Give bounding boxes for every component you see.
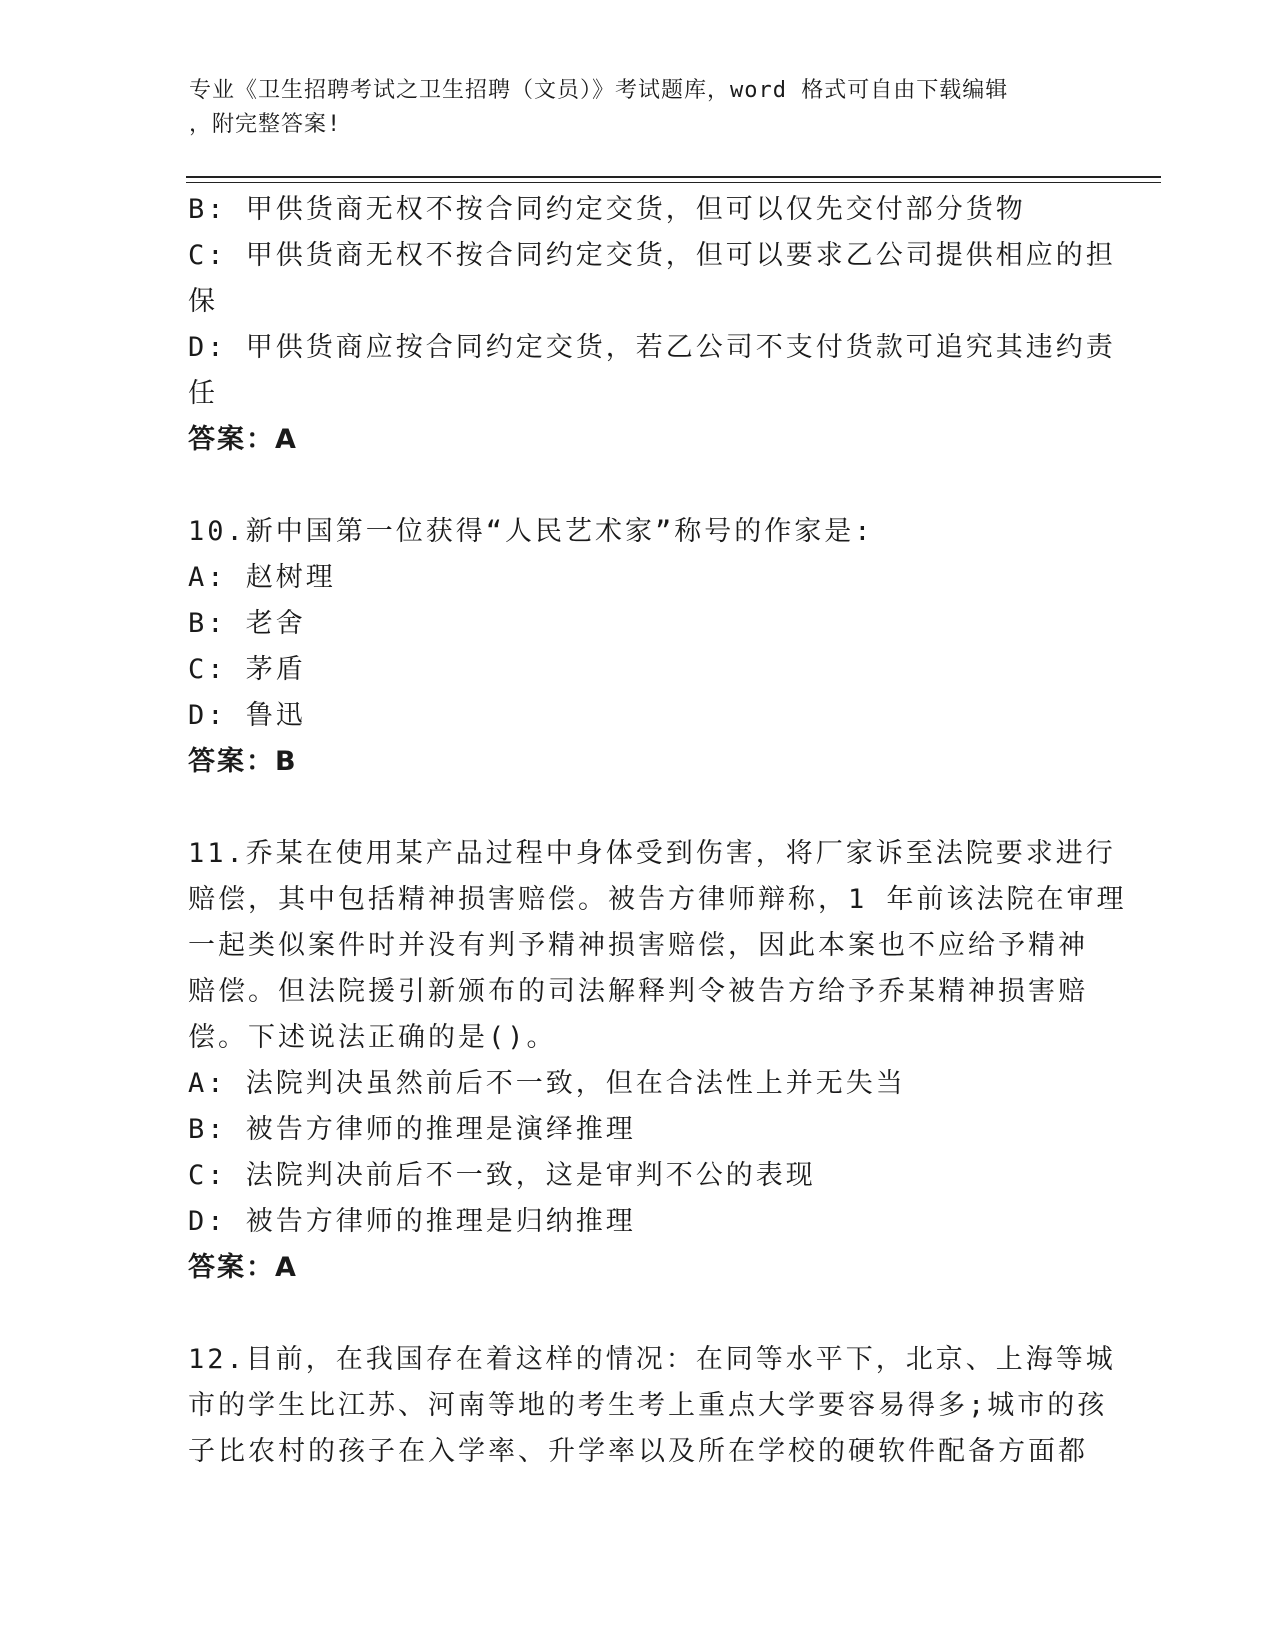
q12-stem-line-2: 市的学生比江苏、河南等地的考生考上重点大学要容易得多;城市的孩 — [188, 1390, 1108, 1421]
q9-option-c-line-1: C: 甲供货商无权不按合同约定交货，但可以要求乙公司提供相应的担 — [188, 240, 1116, 271]
q10-option-a: A: 赵树理 — [188, 562, 336, 593]
q9-option-c-line-2: 保 — [188, 286, 218, 317]
question-10-block — [188, 509, 1088, 785]
q10-option-d: D: 鲁迅 — [188, 700, 306, 731]
header-line-1: 专业《卫生招聘考试之卫生招聘（文员）》考试题库，word 格式可自由下载编辑 — [189, 78, 1009, 103]
q9-option-d-line-2: 任 — [188, 378, 218, 409]
spacer — [188, 463, 1088, 509]
q10-option-c: C: 茅盾 — [188, 654, 306, 685]
q10-stem: 10.新中国第一位获得“人民艺术家”称号的作家是: — [188, 516, 874, 547]
q11-stem-line-5: 偿。下述说法正确的是()。 — [188, 1022, 557, 1053]
q12-stem-line-3: 子比农村的孩子在入学率、升学率以及所在学校的硬软件配备方面都 — [188, 1436, 1088, 1467]
q11-option-b: B: 被告方律师的推理是演绎推理 — [188, 1114, 636, 1145]
question-content — [188, 187, 1127, 1475]
q10-answer: 答案：B — [188, 746, 298, 777]
page-header — [189, 74, 1089, 142]
question-12-block — [188, 1337, 1116, 1475]
q9-option-b: B: 甲供货商无权不按合同约定交货，但可以仅先交付部分货物 — [188, 194, 1026, 225]
q11-answer: 答案：A — [188, 1252, 298, 1283]
q11-stem-line-1: 11.乔某在使用某产品过程中身体受到伤害，将厂家诉至法院要求进行 — [188, 838, 1116, 869]
q11-stem-line-4: 赔偿。但法院援引新颁布的司法解释判令被告方给予乔某精神损害赔 — [188, 976, 1088, 1007]
header-rule-thin — [186, 182, 1161, 183]
q11-stem-line-3: 一起类似案件时并没有判予精神损害赔偿，因此本案也不应给予精神 — [188, 930, 1088, 961]
q9-option-d-line-1: D: 甲供货商应按合同约定交货，若乙公司不支付货款可追究其违约责 — [188, 332, 1116, 363]
header-line-2: ，附完整答案! — [189, 112, 342, 137]
q11-option-c: C: 法院判决前后不一致，这是审判不公的表现 — [188, 1160, 816, 1191]
header-rule-thick — [186, 176, 1161, 178]
q11-stem-line-2: 赔偿，其中包括精神损害赔偿。被告方律师辩称，1 年前该法院在审理 — [188, 884, 1127, 915]
q11-option-a: A: 法院判决虽然前后不一致，但在合法性上并无失当 — [188, 1068, 906, 1099]
spacer — [188, 785, 1088, 831]
question-9-block — [188, 187, 1116, 463]
q9-answer: 答案：A — [188, 424, 298, 455]
q10-option-b: B: 老舍 — [188, 608, 306, 639]
q11-option-d: D: 被告方律师的推理是归纳推理 — [188, 1206, 636, 1237]
q12-stem-line-1: 12.目前，在我国存在着这样的情况：在同等水平下，北京、上海等城 — [188, 1344, 1116, 1375]
spacer — [188, 1291, 1088, 1337]
question-11-block — [188, 831, 1127, 1291]
